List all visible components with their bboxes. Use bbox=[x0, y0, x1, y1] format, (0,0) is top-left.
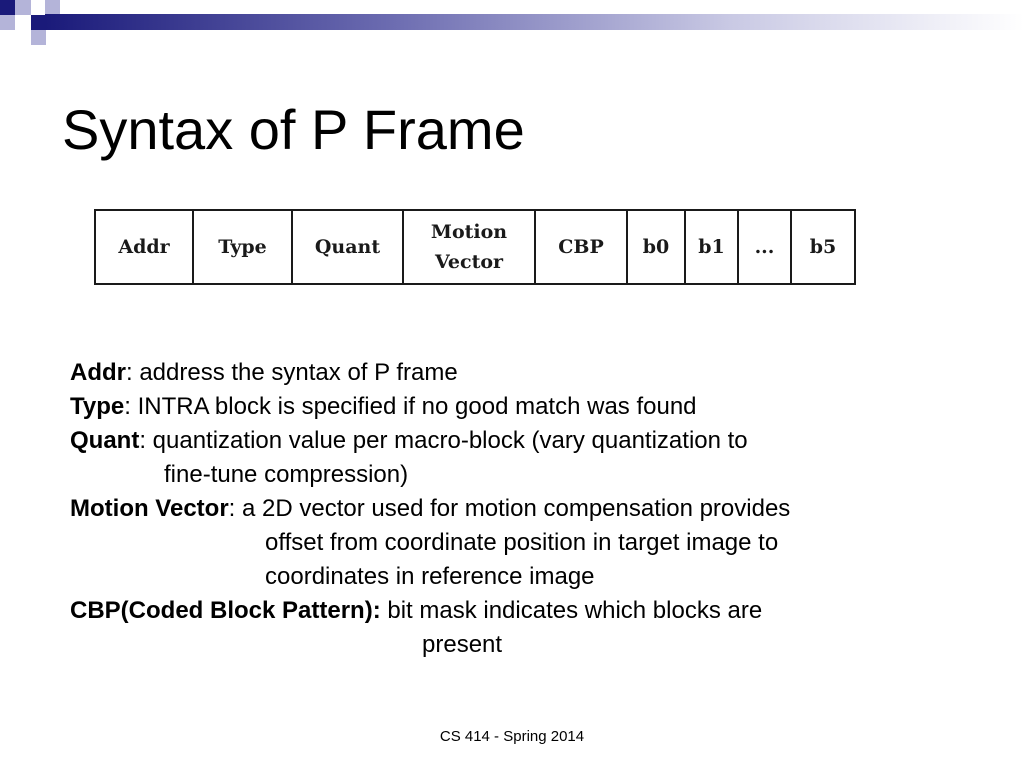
desc-motion-vector-cont2: coordinates in reference image bbox=[265, 563, 595, 590]
decor-square bbox=[15, 0, 31, 16]
desc-addr: : address the syntax of P frame bbox=[126, 359, 458, 386]
term-type: Type bbox=[70, 393, 125, 420]
syntax-cell-cbp: CBP bbox=[535, 210, 627, 284]
syntax-cell-b5: b5 bbox=[791, 210, 855, 284]
desc-quant-cont: fine-tune compression) bbox=[164, 461, 409, 488]
syntax-cell-type: Type bbox=[193, 210, 292, 284]
definition-quant bbox=[70, 424, 790, 458]
definition-motion-vector bbox=[70, 492, 790, 526]
definitions-list bbox=[70, 356, 790, 662]
term-motion-vector: Motion Vector bbox=[70, 495, 229, 522]
desc-type: : INTRA block is specified if no good match was found bbox=[124, 393, 697, 420]
definition-type bbox=[70, 390, 790, 424]
desc-motion-vector-cont1: offset from coordinate position in target image to bbox=[265, 529, 779, 556]
syntax-cell-ellipsis: ... bbox=[738, 210, 791, 284]
decor-square bbox=[45, 0, 60, 15]
desc-motion-vector: : a 2D vector used for motion compensation provides bbox=[228, 495, 791, 522]
desc-cbp-cont: present bbox=[422, 631, 503, 658]
syntax-cell-quant: Quant bbox=[292, 210, 403, 284]
definition-cbp bbox=[70, 594, 790, 628]
definition-addr bbox=[70, 356, 790, 390]
decor-square bbox=[31, 30, 46, 45]
p-frame-syntax-table bbox=[94, 209, 856, 285]
syntax-cell-b0: b0 bbox=[627, 210, 685, 284]
term-addr: Addr bbox=[70, 359, 126, 386]
syntax-cell-motion-vector bbox=[403, 210, 535, 284]
syntax-row bbox=[95, 210, 855, 284]
slide-footer: CS 414 - Spring 2014 bbox=[439, 728, 585, 745]
decor-square bbox=[31, 0, 45, 14]
decor-square bbox=[15, 15, 31, 31]
desc-quant: : quantization value per macro-block (vary quantization to bbox=[139, 427, 748, 454]
syntax-cell-motion-line2: Vector bbox=[434, 251, 504, 273]
syntax-cell-motion-line1: Motion bbox=[430, 221, 508, 243]
desc-cbp: bit mask indicates which blocks are bbox=[380, 597, 763, 624]
decor-square bbox=[0, 0, 15, 15]
decor-square bbox=[0, 15, 15, 30]
header-gradient-bar bbox=[45, 14, 1024, 30]
syntax-cell-b1: b1 bbox=[685, 210, 738, 284]
decor-square bbox=[31, 15, 45, 30]
slide-title: Syntax of P Frame bbox=[62, 98, 525, 161]
term-cbp: CBP(Coded Block Pattern): bbox=[70, 597, 381, 624]
term-quant: Quant bbox=[70, 427, 140, 454]
decor-square bbox=[0, 30, 15, 45]
syntax-cell-addr: Addr bbox=[95, 210, 193, 284]
